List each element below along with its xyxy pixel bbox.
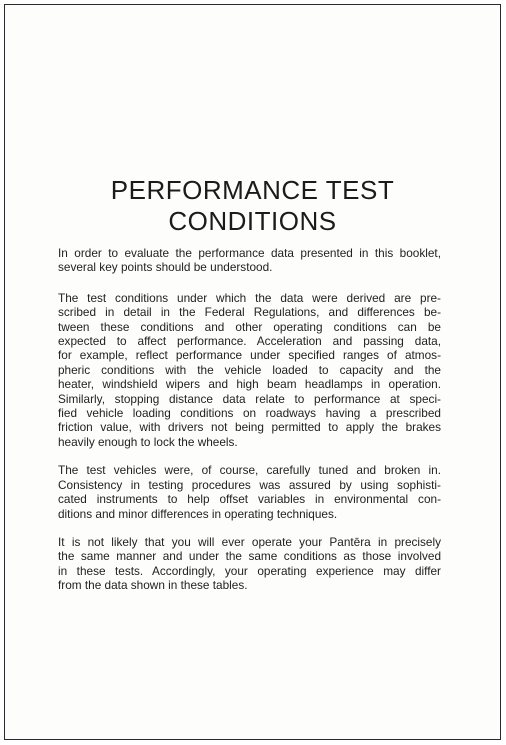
page-border [4, 4, 501, 740]
text-line: It is not likely that you will ever operate your Pantēra in precisely [58, 534, 441, 549]
text-line: in these tests. Accordingly, your operating experience may differ [58, 563, 441, 578]
text-line: ditions and minor differences in operating techniques. [58, 506, 338, 521]
body-text [58, 246, 441, 607]
paragraph-test-conditions [58, 291, 441, 449]
paragraph-test-vehicles [58, 463, 441, 521]
text-line: expected to affect performance. Acceleration and passing data, [58, 334, 441, 349]
text-line: friction value, with drivers not being permitted to apply the brakes [58, 420, 441, 435]
page-title [5, 175, 500, 237]
text-line: The test vehicles were, of course, carefully tuned and broken in. [58, 463, 441, 478]
text-line: tween these conditions and other operating conditions can be [58, 319, 441, 334]
page-title-line-1: PERFORMANCE TEST [110, 175, 395, 205]
text-line: The test conditions under which the data were derived are pre- [58, 290, 441, 305]
text-line: from the data shown in these tables. [58, 578, 248, 593]
text-line: the same manner and under the same conditions as those involved [58, 549, 441, 564]
text-line: for example, reflect performance under specified ranges of atmos- [58, 348, 441, 363]
text-line: In order to evaluate the performance data presented in this booklet, [58, 246, 441, 260]
text-line: Similarly, stopping distance data relate to performance at speci- [58, 391, 441, 406]
paragraph-operating-experience [58, 535, 441, 593]
text-line: several key points should be understood. [58, 260, 273, 275]
page-title-line-2: CONDITIONS [168, 206, 337, 236]
text-line: scribed in detail in the Federal Regulations, and differences be- [58, 305, 441, 320]
text-line: heavily enough to lock the wheels. [58, 434, 238, 449]
text-line: cated instruments to help offset variables in environmental con- [58, 492, 441, 507]
text-line: Consistency in testing procedures was assured by using sophisti- [58, 477, 441, 492]
text-line: pheric conditions with the vehicle loaded to capacity and the [58, 362, 441, 377]
paragraph-intro [58, 246, 441, 275]
text-line: fied vehicle loading conditions on roadways having a prescribed [58, 406, 441, 421]
text-line: heater, windshield wipers and high beam headlamps in operation. [58, 377, 441, 392]
